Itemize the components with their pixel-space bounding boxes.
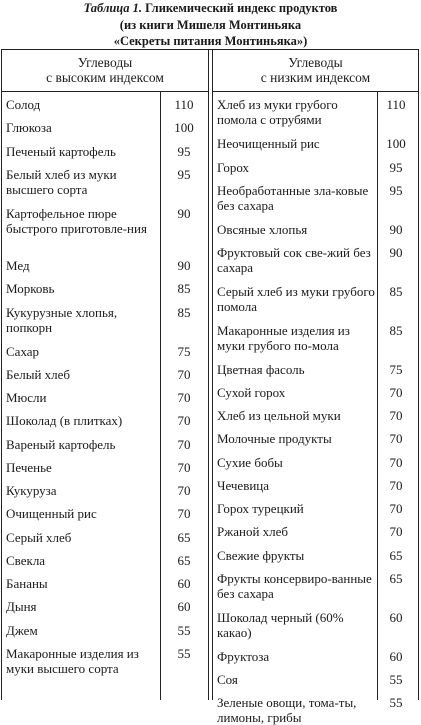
caption-line-3: «Секреты питания Монтиньяка») bbox=[113, 34, 308, 48]
low-index-column bbox=[212, 50, 418, 725]
high-index-index-value: 60 bbox=[177, 576, 191, 591]
high-index-index-value: 70 bbox=[177, 460, 191, 475]
high-index-index-value: 95 bbox=[177, 144, 191, 159]
high-index-index-value: 75 bbox=[177, 344, 191, 359]
high-index-product-name: Бананы bbox=[6, 576, 48, 591]
high-index-header-line-2: с высоким индексом bbox=[46, 70, 164, 85]
low-index-index-value: 70 bbox=[389, 524, 403, 539]
low-index-index-value: 70 bbox=[389, 455, 403, 470]
low-index-index-value: 70 bbox=[389, 408, 403, 423]
high-index-product-name: Печеный картофель bbox=[6, 144, 116, 159]
low-index-product-name: Необработанные зла-ковые без сахара bbox=[217, 183, 369, 213]
low-index-index-value: 110 bbox=[386, 97, 406, 112]
low-index-product-name: Хлеб из муки грубого помола с отрубями bbox=[217, 97, 338, 127]
low-index-index-value: 55 bbox=[389, 672, 403, 687]
low-index-index-value: 85 bbox=[389, 323, 403, 338]
low-index-product-name: Зеленые овощи, тома-ты, лимоны, грибы bbox=[217, 695, 357, 725]
low-index-index-value: 60 bbox=[389, 610, 403, 625]
high-index-index-value: 70 bbox=[177, 506, 191, 521]
high-index-product-name: Кукуруза bbox=[6, 483, 57, 498]
table-caption bbox=[0, 0, 421, 50]
high-index-product-name: Джем bbox=[6, 623, 38, 638]
high-index-index-value: 95 bbox=[177, 167, 191, 182]
high-index-index-value: 60 bbox=[177, 599, 191, 614]
high-index-header-line-1: Углеводы bbox=[77, 55, 133, 70]
high-index-product-name: Шоколад (в плитках) bbox=[6, 413, 123, 428]
high-index-product-name: Дыня bbox=[6, 599, 37, 614]
high-index-product-name: Белый хлеб из муки высшего сорта bbox=[6, 167, 117, 197]
caption-heading: Гликемический индекс продуктов bbox=[145, 1, 338, 15]
high-index-index-value: 55 bbox=[177, 623, 191, 638]
high-index-product-name: Морковь bbox=[6, 281, 55, 296]
low-index-header-line-2: с низким индексом bbox=[260, 70, 371, 85]
high-index-index-value: 65 bbox=[177, 530, 191, 545]
high-index-product-name: Вареный картофель bbox=[6, 437, 116, 452]
low-index-product-name: Чечевица bbox=[217, 478, 270, 493]
high-index-index-value: 70 bbox=[177, 413, 191, 428]
high-index-index-value: 85 bbox=[177, 281, 191, 296]
low-index-product-name: Сухие бобы bbox=[217, 455, 283, 470]
low-index-index-value: 75 bbox=[389, 362, 403, 377]
low-index-product-name: Неочищенный рис bbox=[217, 136, 320, 151]
low-index-index-value: 85 bbox=[389, 284, 403, 299]
high-index-index-value: 100 bbox=[174, 120, 194, 135]
low-index-product-name: Фрукты консервиро-ванные без сахара bbox=[217, 571, 372, 601]
high-index-product-name: Сахар bbox=[6, 344, 40, 359]
high-index-product-name: Макаронные изделия из муки высшего сорта bbox=[6, 646, 139, 676]
caption-table-number: Таблица 1. bbox=[83, 1, 143, 15]
high-index-header bbox=[2, 50, 208, 92]
caption-line-1 bbox=[0, 0, 421, 17]
low-index-product-name: Горох bbox=[217, 160, 250, 175]
high-index-index-value: 85 bbox=[177, 305, 191, 320]
high-index-index-value: 65 bbox=[177, 553, 191, 568]
low-index-index-value: 95 bbox=[389, 160, 403, 175]
low-index-product-name: Свежие фрукты bbox=[217, 548, 305, 563]
low-index-index-value: 70 bbox=[389, 385, 403, 400]
low-index-index-value: 55 bbox=[389, 695, 403, 710]
high-index-product-name: Очищенный рис bbox=[6, 506, 97, 521]
low-index-header bbox=[213, 50, 418, 92]
high-index-product-name: Мюсли bbox=[6, 390, 47, 405]
high-index-product-name: Серый хлеб bbox=[6, 530, 72, 545]
high-index-index-value: 90 bbox=[177, 258, 191, 273]
high-index-index-value: 70 bbox=[177, 483, 191, 498]
high-index-index-value: 55 bbox=[177, 646, 191, 661]
low-index-product-name: Соя bbox=[217, 672, 238, 687]
high-index-product-name: Мед bbox=[6, 258, 30, 273]
high-index-product-name: Печенье bbox=[6, 460, 52, 475]
low-index-product-name: Ржаной хлеб bbox=[217, 524, 289, 539]
low-index-product-name: Горох турецкий bbox=[217, 501, 304, 516]
high-index-product-name: Свекла bbox=[6, 553, 46, 568]
high-index-index-value: 70 bbox=[177, 367, 191, 382]
low-index-product-name: Фруктовый сок све-жий без сахара bbox=[217, 245, 371, 275]
low-index-index-value: 95 bbox=[389, 183, 403, 198]
low-index-product-name: Макаронные изделия из муки грубого по-мола bbox=[217, 323, 350, 353]
low-index-index-value: 90 bbox=[389, 245, 403, 260]
low-index-index-value: 70 bbox=[389, 501, 403, 516]
low-index-index-value: 60 bbox=[389, 649, 403, 664]
low-index-index-value: 65 bbox=[389, 548, 403, 563]
high-index-product-name: Белый хлеб bbox=[6, 367, 71, 382]
high-index-product-name: Кукурузные хлопья, попкорн bbox=[6, 305, 118, 335]
high-index-product-name: Глюкоза bbox=[6, 120, 52, 135]
high-index-column bbox=[2, 50, 209, 700]
low-index-product-name: Шоколад черный (60% какао) bbox=[217, 610, 344, 640]
high-index-index-value: 90 bbox=[177, 206, 191, 221]
caption-line-2: (из книги Мишеля Монтиньяка bbox=[119, 17, 302, 32]
low-index-index-value: 90 bbox=[389, 222, 403, 237]
low-index-product-name: Серый хлеб из муки грубого помола bbox=[217, 284, 375, 314]
high-index-index-value: 110 bbox=[174, 97, 194, 112]
low-index-product-name: Молочные продукты bbox=[217, 431, 332, 446]
low-index-product-name: Цветная фасоль bbox=[217, 362, 305, 377]
low-index-product-name: Фруктоза bbox=[217, 649, 270, 664]
low-index-index-value: 70 bbox=[389, 478, 403, 493]
high-index-product-name: Солод bbox=[6, 97, 41, 112]
low-index-index-value: 70 bbox=[389, 431, 403, 446]
high-index-index-value: 70 bbox=[177, 390, 191, 405]
low-index-product-name: Хлеб из цельной муки bbox=[217, 408, 341, 423]
high-index-index-value: 70 bbox=[177, 437, 191, 452]
low-index-product-name: Овсяные хлопья bbox=[217, 222, 308, 237]
glycemic-index-table bbox=[1, 49, 419, 725]
low-index-product-name: Сухой горох bbox=[217, 385, 286, 400]
low-index-index-value: 65 bbox=[389, 571, 403, 586]
low-index-index-value: 100 bbox=[386, 136, 406, 151]
high-index-product-name: Картофельное пюре быстрого приготовле-ния bbox=[6, 206, 147, 236]
low-index-header-line-1: Углеводы bbox=[288, 55, 343, 70]
